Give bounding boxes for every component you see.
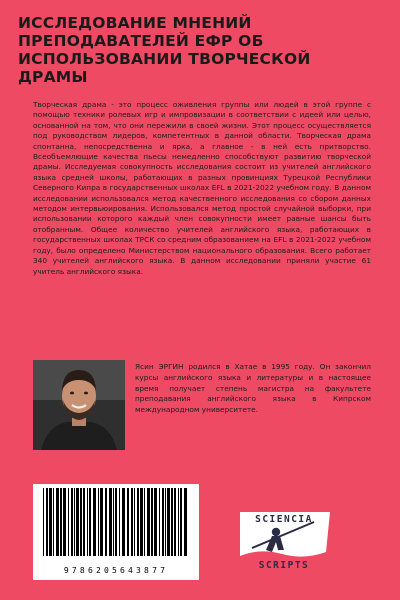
- barcode-bar: [178, 488, 179, 556]
- barcode-bar: [162, 488, 164, 556]
- barcode-bar: [68, 488, 69, 556]
- barcode-bar: [100, 488, 103, 556]
- barcode-bar: [140, 488, 143, 556]
- barcode-bar: [105, 488, 107, 556]
- barcode-bar: [167, 488, 170, 556]
- barcode-bar: [137, 488, 139, 556]
- isbn-number: 9786205643877: [63, 566, 169, 575]
- barcode-bar: [76, 488, 79, 556]
- publisher-name-line1: SCIENCIA: [255, 514, 313, 525]
- barcode-bar: [119, 488, 120, 556]
- barcode-bar: [147, 488, 150, 556]
- barcode-bar: [87, 488, 88, 556]
- barcode-bar: [53, 488, 54, 556]
- barcode-bar: [184, 488, 187, 556]
- barcode-bar: [180, 488, 182, 556]
- barcode-bar: [43, 488, 44, 556]
- barcode-bar: [159, 488, 160, 556]
- barcode-bar: [171, 488, 173, 556]
- barcode-bar: [127, 488, 129, 556]
- barcode-bar: [83, 488, 85, 556]
- barcode-bar: [74, 488, 75, 556]
- barcode-bar: [63, 488, 66, 556]
- barcode-bar: [56, 488, 59, 556]
- publisher-name-line2: SCRIPTS: [258, 560, 310, 571]
- book-abstract: Творческая драма - это процесс оживления группы или людей в этой группе с помощью техники ролевых игр и импровизации в соответствии с идеей или целью, основанной на том, что они пережили в своей жизни. Этот процесс осуществляется под руководством лидеров, компетентных в данной области. Творческая драма спонтанна, непосредственна и ярка, а главное - в ней есть притворство. Всеобъемлющие качества пьесы немедленно способствуют развитию творческой драмы. Исследуемая совокупность исследования состоит из учителей английского языка средней школы, работающих в разных провинциях Турецкой Республики Северного Кипра в государственных школах EFL в 2021-2022 учебном году. В данном исследовании использовался метод качественного исследования со сбором данных методом интервьюирования. Использовался метод простой случайной выборки, при использовании которого каждый член совокупности имеет равные шансы быть отобранным. Общее количество учителей английского языка, работающих в государственных школах ТРСК со средним образованием на EFL в 2021-2022 учебном году, было определено Министерством национального образования. Всего работает 340 учителей английского языка. В данном исследовании приняли участие 61 учитель английского языка.: [33, 100, 371, 276]
- publisher-logo: [234, 508, 334, 582]
- barcode-bar: [151, 488, 153, 556]
- author-bio: Ясин ЭРГИН родился в Хатае в 1995 году. Он закончил курсы английского языка и литературы и в настоящее время получает степень магистра на факультете преподавания английского языка в Кипрском международном университете.: [135, 362, 371, 415]
- barcode-bar: [89, 488, 91, 556]
- barcode-bar: [49, 488, 52, 556]
- barcode-bar: [46, 488, 48, 556]
- barcode-bars: [37, 488, 195, 562]
- barcode-bar: [165, 488, 166, 556]
- barcode-bar: [80, 488, 82, 556]
- barcode-bar: [93, 488, 96, 556]
- barcode-bar: [113, 488, 114, 556]
- barcode-bar: [134, 488, 135, 556]
- barcode-bar: [115, 488, 117, 556]
- barcode-bar: [154, 488, 157, 556]
- author-photo: [33, 360, 125, 450]
- barcode-bar: [109, 488, 112, 556]
- isbn-barcode: [33, 484, 199, 580]
- barcode-bar: [122, 488, 125, 556]
- barcode-bar: [60, 488, 62, 556]
- barcode-bar: [71, 488, 73, 556]
- barcode-bar: [98, 488, 99, 556]
- barcode-bar: [174, 488, 176, 556]
- barcode-bar: [131, 488, 133, 556]
- barcode-bar: [144, 488, 145, 556]
- book-title: ИССЛЕДОВАНИЕ МНЕНИЙ ПРЕПОДАВАТЕЛЕЙ ЕФР ОБ ИСПОЛЬЗОВАНИИ ТВОРЧЕСКОЙ ДРАМЫ: [18, 14, 311, 86]
